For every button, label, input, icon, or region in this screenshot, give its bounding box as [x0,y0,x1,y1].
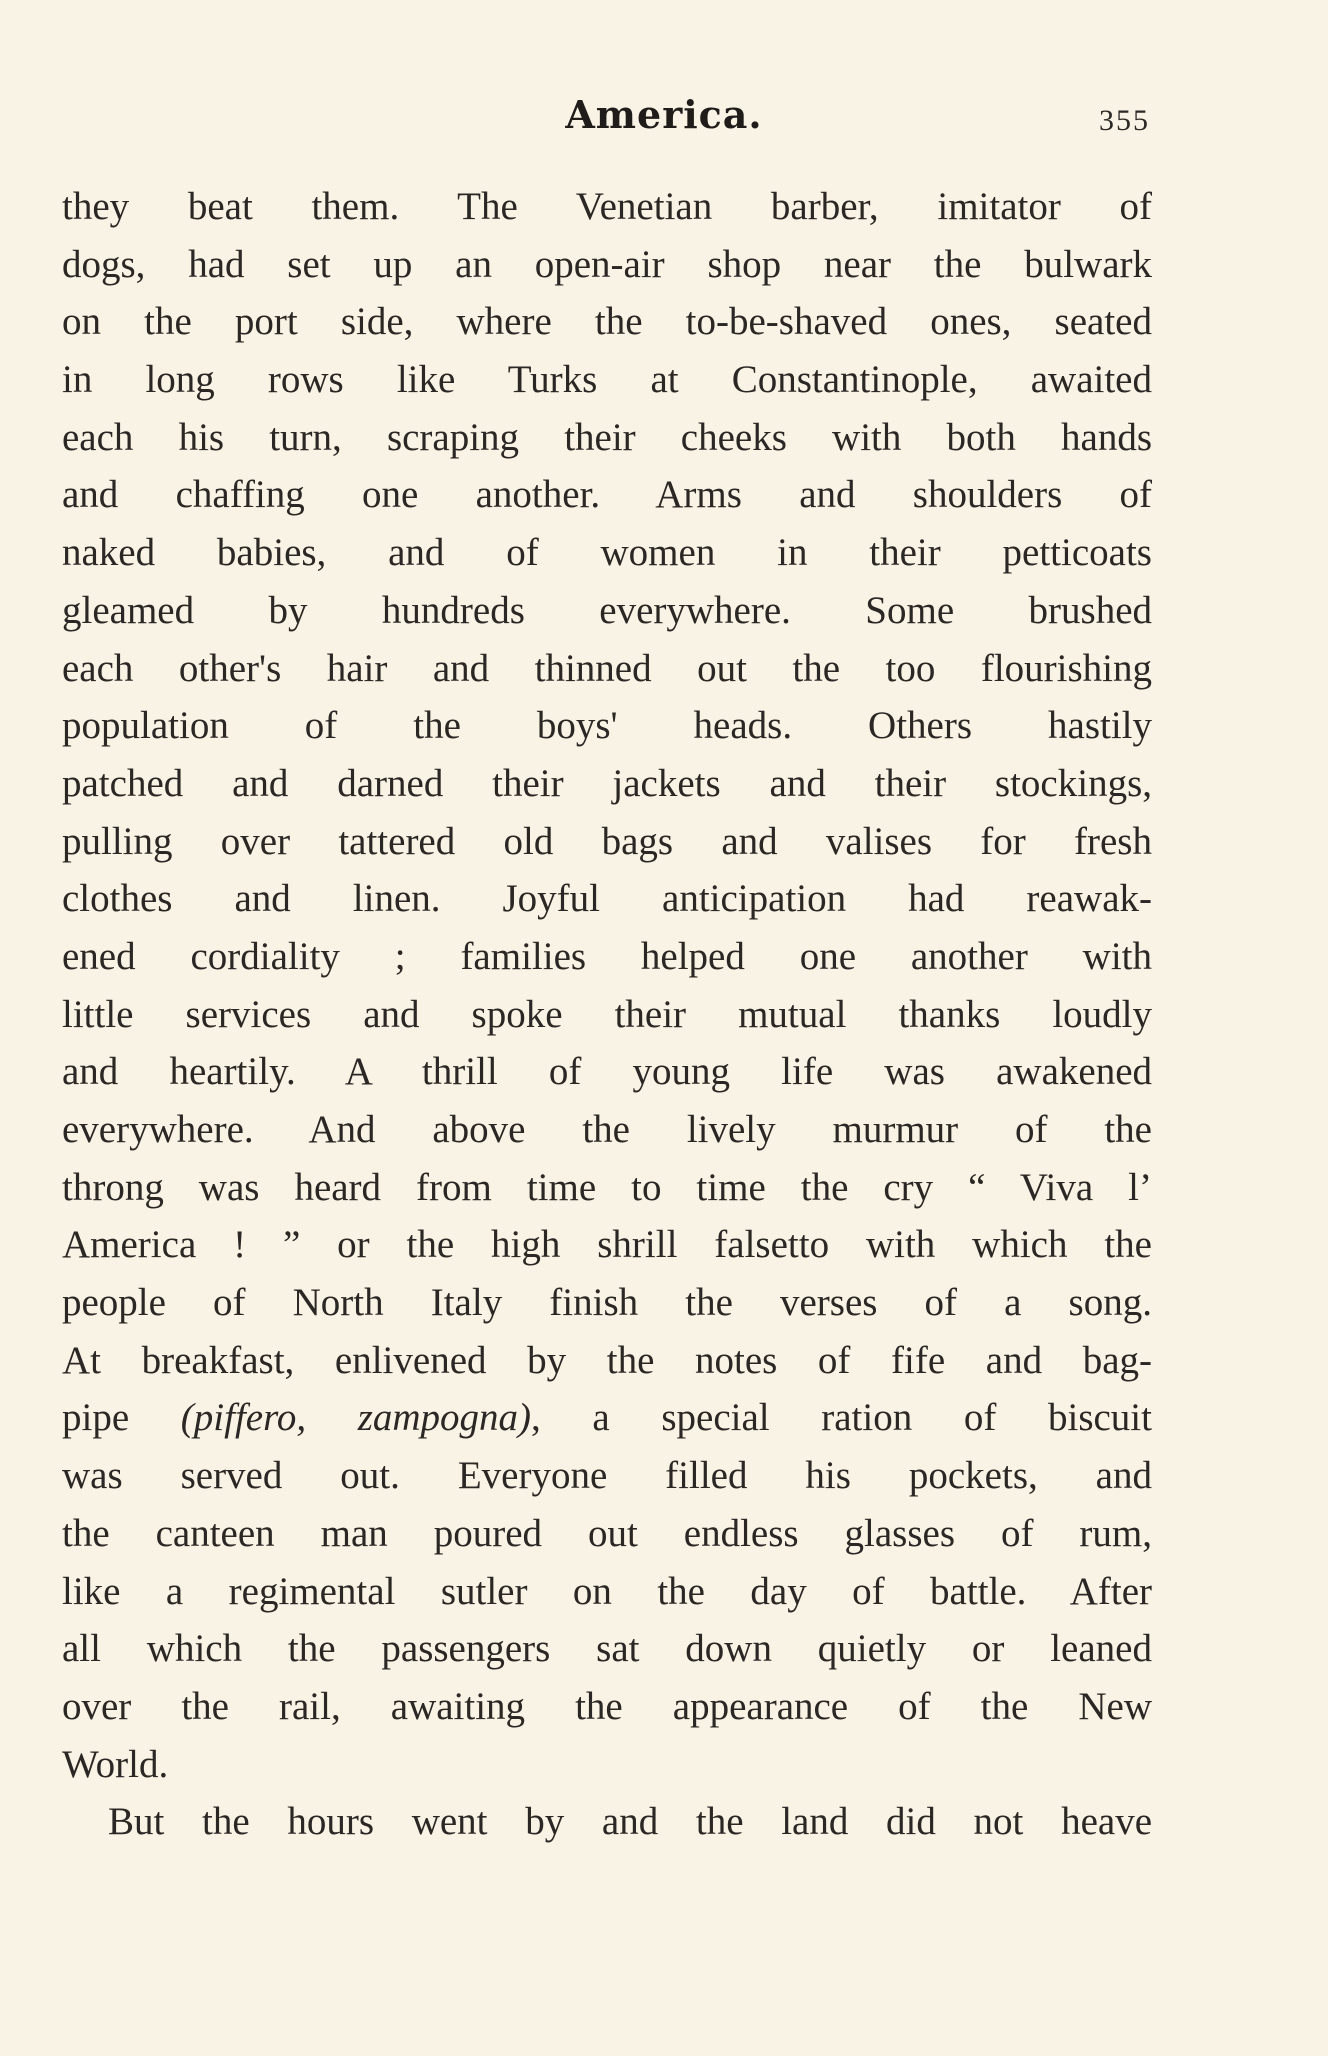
text-line: on the port side, where the to-be-shaved ones, seated [62,300,1152,344]
text-line: America ! ” or the high shrill falsetto with which the [62,1223,1152,1267]
text-line: population of the boys' heads. Others hastily [62,704,1152,748]
text-line: At breakfast, enlivened by the notes of fife and bag- [62,1338,1152,1382]
text-line: dogs, had set up an open-air shop near the bulwark [62,242,1152,286]
text-line: over the rail, awaiting the appearance of the New [62,1684,1152,1728]
text-line: each his turn, scraping their cheeks with both hands [62,415,1152,459]
text-line: and heartily. A thrill of young life was awakened [62,1050,1152,1094]
text-line: everywhere. And above the lively murmur of the [62,1108,1152,1151]
text-line: they beat them. The Venetian barber, imitator of [62,185,1152,228]
text-line: and chaffing one another. Arms and shoulders of [62,473,1152,517]
text-line: each other's hair and thinned out the too flourishing [62,646,1152,690]
text-segment: pipe [62,1396,181,1440]
running-title: America. [565,92,763,137]
body-text [62,178,1152,1851]
text-segment: , a special ration of biscuit [531,1396,1152,1440]
text-line: in long rows like Turks at Constantinople, awaited [62,358,1152,402]
text-line: gleamed by hundreds everywhere. Some brushed [62,588,1152,632]
text-line: like a regimental sutler on the day of battle. After [62,1569,1152,1613]
italic-instrument-names: (piffero, zampogna) [180,1396,532,1440]
text-line: people of North Italy finish the verses of a song. [62,1281,1152,1325]
text-line: naked babies, and of women in their petticoats [62,531,1152,575]
text-line: all which the passengers sat down quietly or leaned [62,1627,1152,1671]
text-line: clothes and linen. Joyful anticipation had reawak- [62,877,1152,921]
text-line: was served out. Everyone filled his pockets, and [62,1454,1152,1498]
new-paragraph-line: But the hours went by and the land did not heave [108,1800,1152,1844]
text-line: patched and darned their jackets and their stockings, [62,761,1152,805]
page-number: 355 [1099,104,1150,137]
text-line: ened cordiality ; families helped one another with [62,934,1152,978]
text-line: pulling over tattered old bags and valises for fresh [62,819,1152,863]
text-line: throng was heard from time to time the cry “ Viva l’ [62,1165,1152,1209]
text-line-with-italic [62,1389,1152,1447]
text-line: little services and spoke their mutual thanks loudly [62,992,1152,1036]
paragraph-end-line: World. [62,1742,169,1786]
text-line: the canteen man poured out endless glasses of rum, [62,1511,1152,1555]
